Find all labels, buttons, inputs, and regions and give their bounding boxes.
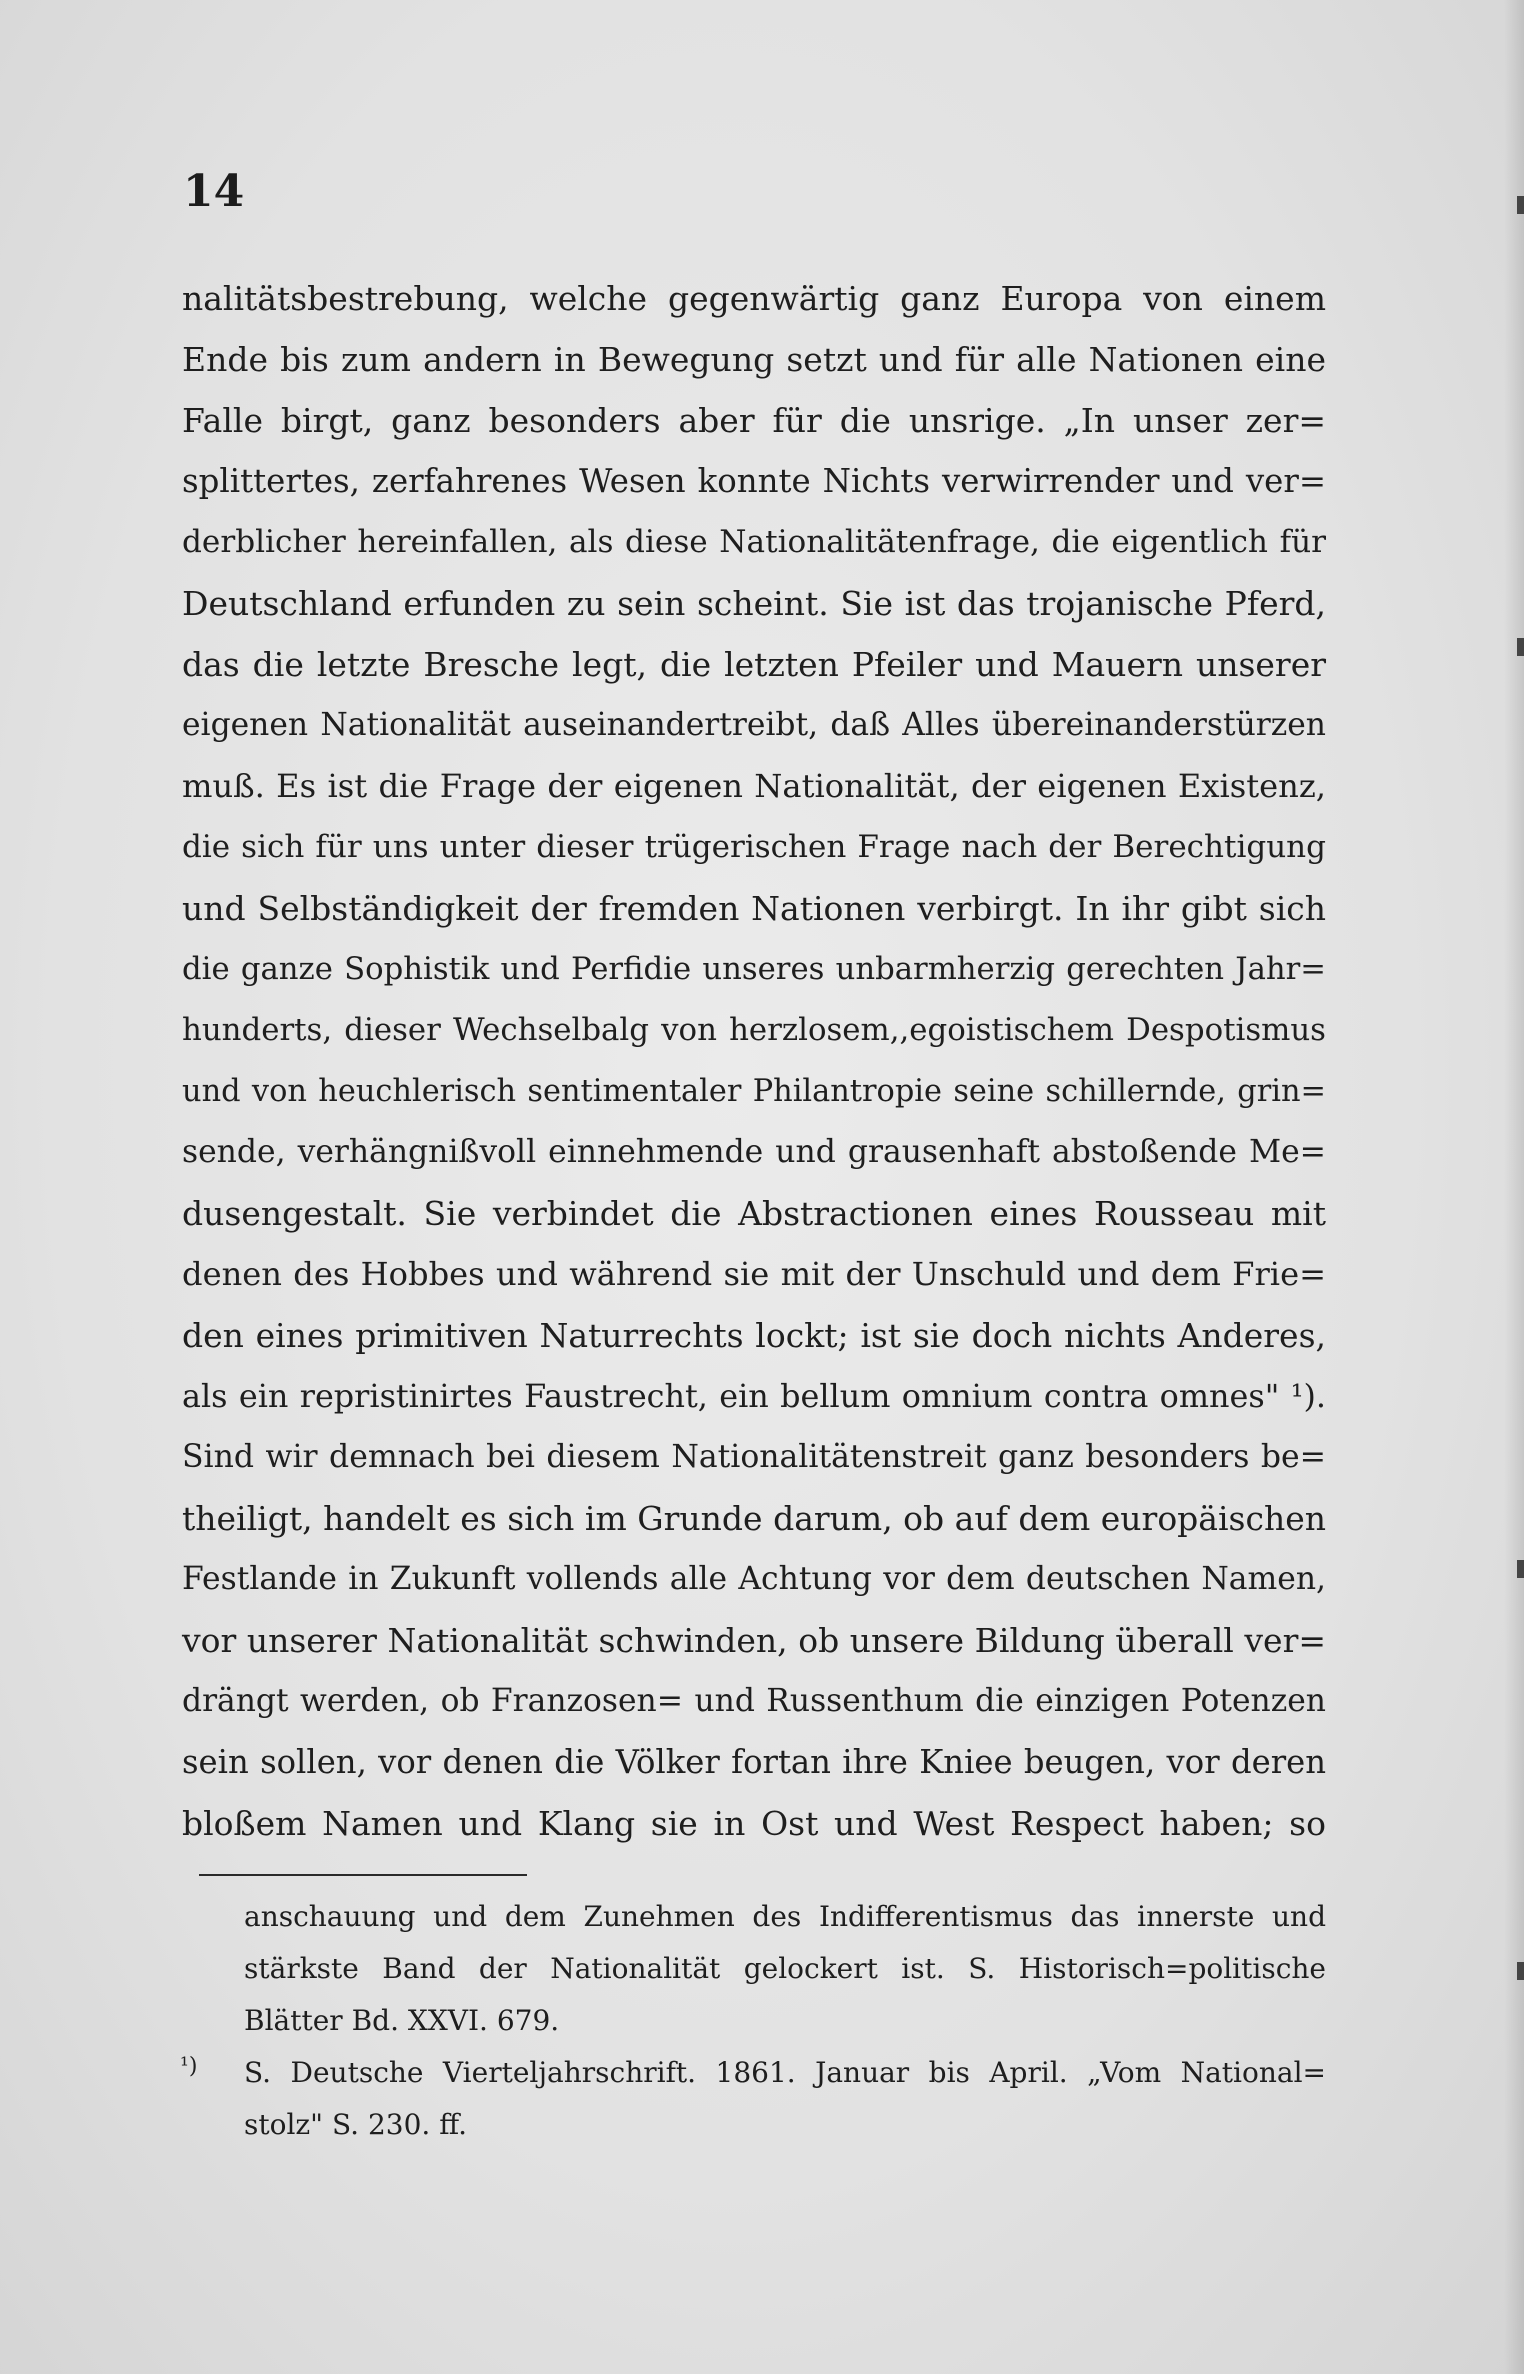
text-line: die ganze Sophistik und Perfidie unseres unbarmherzig gerechten Jahr= bbox=[182, 952, 1326, 987]
text-line: den eines primitiven Naturrechts lockt; ist sie doch nichts Anderes, bbox=[182, 1316, 1326, 1355]
page-number: 14 bbox=[183, 166, 245, 217]
text-line: hunderts, dieser Wechselbalg von herzlosem,,egoistischem Despotismus bbox=[182, 1012, 1326, 1048]
text-line: Ende bis zum andern in Bewegung setzt und für alle Nationen eine bbox=[182, 340, 1326, 379]
footnote-1 bbox=[180, 2047, 1326, 2151]
text-line: vor unserer Nationalität schwinden, ob unsere Bildung überall ver= bbox=[182, 1621, 1326, 1660]
footnote-line: S. Deutsche Vierteljahrschrift. 1861. Januar bis April. „Vom National= bbox=[244, 2056, 1326, 2089]
page-edge-shadow bbox=[1504, 0, 1524, 2374]
footnote-continuation-line: anschauung und dem Zunehmen des Indifferentismus das innerste und bbox=[244, 1900, 1326, 1933]
footnote-divider bbox=[199, 1874, 527, 1876]
text-line: Sind wir demnach bei diesem Nationalitätenstreit ganz besonders be= bbox=[182, 1439, 1326, 1475]
footnote-continuation-line: stärkste Band der Nationalität gelockert ist. S. Historisch=politische bbox=[244, 1952, 1326, 1985]
text-line: eigenen Nationalität auseinandertreibt, daß Alles übereinanderstürzen bbox=[182, 707, 1326, 743]
text-line: theiligt, handelt es sich im Grunde darum, ob auf dem europäischen bbox=[182, 1499, 1326, 1538]
text-line: muß. Es ist die Frage der eigenen Nationalität, der eigenen Existenz, bbox=[182, 767, 1326, 805]
footnote-marker: ¹) bbox=[180, 2054, 198, 2079]
edge-mark bbox=[1517, 1962, 1524, 1980]
footnote-continuation-line: Blätter Bd. XXVI. 679. bbox=[244, 2004, 560, 2037]
text-line: derblicher hereinfallen, als diese Nationalitätenfrage, die eigentlich für bbox=[182, 524, 1326, 560]
text-line: Festlande in Zukunft vollends alle Achtung vor dem deutschen Namen, bbox=[182, 1561, 1326, 1597]
footnote-line: stolz" S. 230. ff. bbox=[244, 2108, 467, 2141]
edge-mark bbox=[1517, 1560, 1524, 1578]
text-line: denen des Hobbes und während sie mit der Unschuld und dem Frie= bbox=[182, 1255, 1326, 1293]
text-line: Falle birgt, ganz besonders aber für die unsrige. „In unser zer= bbox=[182, 401, 1326, 440]
text-line: und von heuchlerisch sentimentaler Philantropie seine schillernde, grin= bbox=[182, 1074, 1326, 1109]
text-line: sende, verhängnißvoll einnehmende und grausenhaft abstoßende Me= bbox=[182, 1134, 1326, 1170]
text-line: das die letzte Bresche legt, die letzten Pfeiler und Mauern unserer bbox=[182, 645, 1326, 684]
text-line: dusengestalt. Sie verbindet die Abstractionen eines Rousseau mit bbox=[182, 1194, 1326, 1233]
text-line: die sich für uns unter dieser trügerischen Frage nach der Berechtigung bbox=[182, 829, 1326, 865]
text-line: splittertes, zerfahrenes Wesen konnte Nichts verwirrender und ver= bbox=[182, 462, 1326, 500]
text-line: sein sollen, vor denen die Völker fortan ihre Kniee beugen, vor deren bbox=[182, 1743, 1326, 1781]
edge-mark bbox=[1517, 196, 1524, 214]
text-line: Deutschland erfunden zu sein scheint. Sie ist das trojanische Pferd, bbox=[182, 584, 1326, 623]
text-line: nalitätsbestrebung, welche gegenwärtig ganz Europa von einem bbox=[182, 279, 1326, 318]
body-text bbox=[182, 268, 1326, 1854]
text-line: bloßem Namen und Klang sie in Ost und West Respect haben; so bbox=[182, 1804, 1326, 1843]
text-line: als ein repristinirtes Faustrecht, ein bellum omnium contra omnes" ¹). bbox=[182, 1377, 1326, 1415]
text-line: drängt werden, ob Franzosen= und Russenthum die einzigen Potenzen bbox=[182, 1683, 1326, 1719]
text-line: und Selbständigkeit der fremden Nationen verbirgt. In ihr gibt sich bbox=[182, 889, 1326, 928]
edge-mark bbox=[1517, 638, 1524, 656]
footnotes bbox=[180, 1891, 1326, 2151]
